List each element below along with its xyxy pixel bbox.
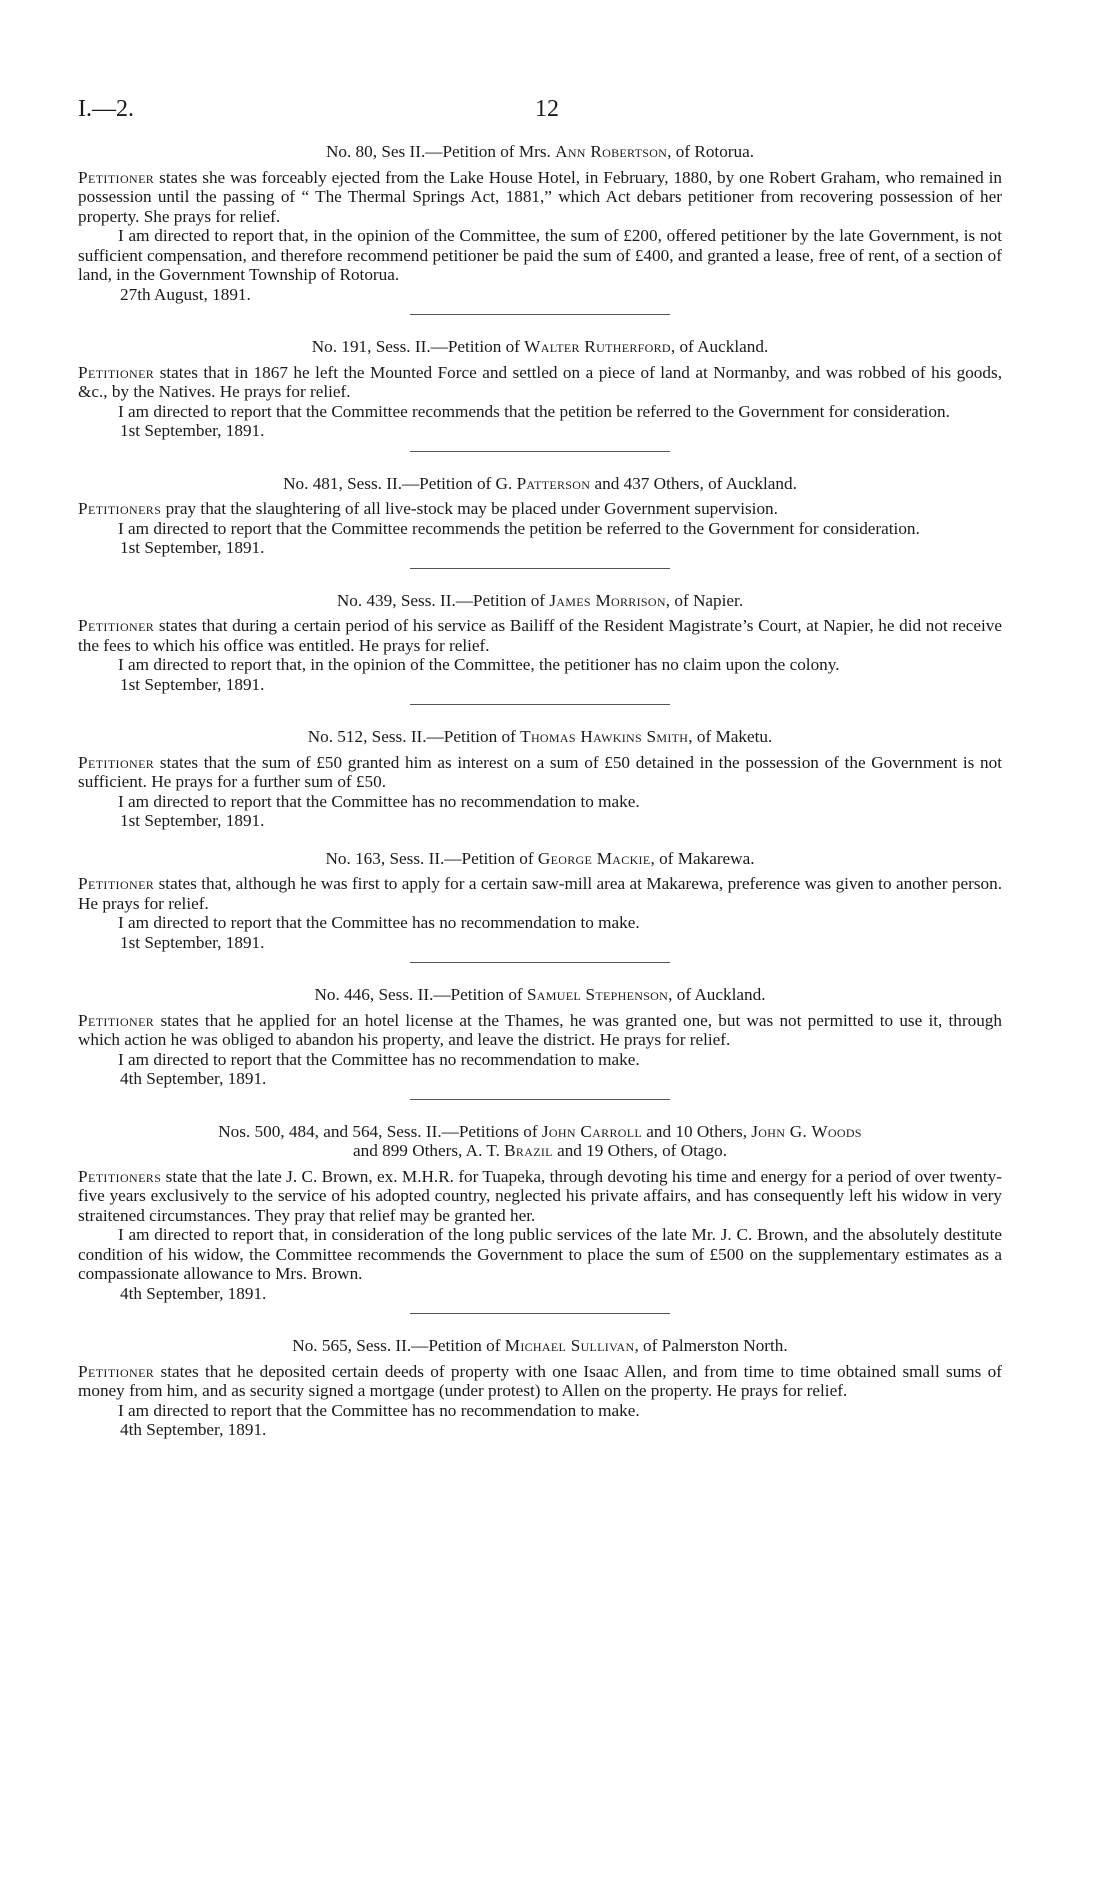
committee-report: I am directed to report that, in the opinion of the Committee, the sum of £200, offered petitioner by the late Government, is not sufficient compensation, and therefore recommend petitioner be paid the sum of £400, and granted a lease, free of rent, of a section of land, in the Government Township of Rotorua.: [78, 226, 1002, 284]
committee-report: I am directed to report that the Committee has no recommendation to make.: [118, 913, 640, 932]
section-divider: [410, 962, 670, 963]
petition-statement: Petitioners state that the late J. C. Brown, ex. M.H.R. for Tuapeka, through devoting his time and energy for a period of over twenty-five years exclusively to the service of his adopted country, neglected his private affairs, and has consequently left his widow in very straitened circumstances. They pray that relief may be granted her.: [78, 1166, 1002, 1225]
committee-report: I am directed to report that, in the opinion of the Committee, the petitioner has no claim upon the colony.: [118, 655, 840, 674]
section-divider: [410, 704, 670, 705]
petition-heading: No. 191, Sess. II.—Petition of Walter Rutherford, of Auckland.: [311, 337, 769, 356]
petitioner-name: Walter Rutherford: [524, 337, 671, 356]
petition-statement: Petitioner states that the sum of £50 granted him as interest on a sum of £50 detained in the possession of the Government is not sufficient. He prays for a further sum of £50.: [78, 752, 1002, 791]
petition-statement: Petitioner states that he applied for an hotel license at the Thames, he was granted one, but was not permitted to use it, through which action he was obliged to abandon his property, and leave the district. He prays for relief.: [78, 1010, 1002, 1049]
petition-heading: No. 439, Sess. II.—Petition of James Morrison, of Napier.: [336, 590, 744, 610]
petition-statement: Petitioner states that during a certain period of his service as Bailiff of the Resident Magistrate’s Court, at Napier, he did not receive the fees to which his office was entitled. He prays for relief.: [78, 616, 1002, 655]
petition-statement: Petitioner states that, although he was first to apply for a certain saw-mill area at Makarewa, preference was given to another person. He prays for relief.: [78, 874, 1002, 913]
report-date: 1st September, 1891.: [120, 674, 265, 694]
committee-report: I am directed to report that the Committee has no recommendation to make.: [118, 791, 640, 811]
petitioner-name: James Morrison: [549, 590, 666, 610]
petition-heading: No. 512, Sess. II.—Petition of Thomas Hawkins Smith, of Maketu.: [307, 727, 773, 746]
page-number: 12: [535, 96, 559, 122]
petition-heading: No. 80, Ses II.—Petition of Mrs. Ann Robertson, of Rotorua.: [325, 142, 755, 161]
report-date: 4th September, 1891.: [120, 1069, 267, 1088]
committee-report: I am directed to report that the Committee has no recommendation to make.: [118, 1049, 640, 1069]
report-date: 1st September, 1891.: [120, 932, 265, 952]
section-spacer: [78, 831, 1002, 849]
petition-heading: No. 446, Sess. II.—Petition of Samuel Stephenson, of Auckland.: [314, 985, 766, 1004]
petition-entry: [78, 142, 1002, 304]
section-divider: [410, 1313, 670, 1314]
petition-entry: [78, 727, 1002, 831]
petition-heading: No. 565, Sess. II.—Petition of Michael Sullivan, of Palmerston North.: [292, 1336, 788, 1355]
petition-heading: Nos. 500, 484, and 564, Sess. II.—Petitions of John Carroll and 10 Others, John G. Woods and 899 Others, A. T. Brazil and 19 Others, of Otago.: [218, 1121, 862, 1160]
petitioner-name: Patterson: [516, 473, 591, 493]
petition-entry: [78, 849, 1002, 953]
petitioner-name: Ann Robertson: [555, 142, 668, 161]
committee-report: I am directed to report that, in consideration of the long public services of the late Mr. J. C. Brown, and the absolutely destitute condition of his widow, the Committee recommends the Government to place the sum of £500 on the supplementary estimates as a compassionate allowance to Mrs. Brown.: [78, 1225, 1002, 1283]
petitioner-name: Thomas Hawkins Smith: [520, 727, 689, 746]
petitioner-name: John Carroll: [541, 1121, 642, 1141]
report-date: 27th August, 1891.: [120, 284, 251, 304]
petition-statement: Petitioners pray that the slaughtering of all live-stock may be placed under Government supervision.: [78, 499, 778, 518]
petition-entry: [78, 591, 1002, 695]
petition-statement: Petitioner states that he deposited certain deeds of property with one Isaac Allen, and from time to time obtained small sums of money from him, and as security signed a mortgage (under protest) to Allen on the property. He prays for relief.: [78, 1361, 1002, 1400]
section-divider: [410, 568, 670, 569]
petitioner-name: Brazil: [504, 1141, 553, 1160]
petition-entry: [78, 985, 1002, 1089]
report-date: 4th September, 1891.: [120, 1420, 267, 1439]
petition-statement: Petitioner states she was forceably ejected from the Lake House Hotel, in February, 1880, by one Robert Graham, who remained in possession until the passing of “ The Thermal Springs Act, 1881,” which Act debars petitioner from recovering possession of her property. She prays for relief.: [78, 167, 1002, 226]
petition-entry: [78, 1336, 1002, 1440]
petition-entry: [78, 1122, 1002, 1304]
report-date: 4th September, 1891.: [120, 1283, 267, 1303]
petition-entry: [78, 474, 1002, 558]
report-date: 1st September, 1891.: [120, 421, 265, 440]
document-body: [78, 142, 1002, 1440]
petition-heading: No. 163, Sess. II.—Petition of George Mackie, of Makarewa.: [325, 848, 755, 868]
petition-entry: [78, 337, 1002, 441]
petitioner-name: Michael Sullivan: [504, 1336, 635, 1355]
section-divider: [410, 451, 670, 452]
section-divider: [410, 314, 670, 315]
document-series: I.—2.: [78, 96, 134, 122]
section-divider: [410, 1099, 670, 1100]
petitioner-name: Samuel Stephenson: [526, 985, 669, 1004]
committee-report: I am directed to report that the Committee recommends the petition be referred to the Government for consideration.: [118, 518, 920, 538]
petitioner-name: George Mackie: [537, 848, 651, 868]
petition-heading: No. 481, Sess. II.—Petition of G. Patterson and 437 Others, of Auckland.: [283, 473, 797, 493]
petitioner-name: John G. Woods: [751, 1121, 862, 1141]
report-date: 1st September, 1891.: [120, 538, 265, 557]
committee-report: I am directed to report that the Committee has no recommendation to make.: [118, 1400, 640, 1420]
page-header: [0, 96, 1114, 126]
report-date: 1st September, 1891.: [120, 811, 265, 830]
committee-report: I am directed to report that the Committee recommends that the petition be referred to the Government for consideration.: [118, 401, 950, 421]
petition-statement: Petitioner states that in 1867 he left the Mounted Force and settled on a piece of land at Normanby, and was robbed of his goods, &c., by the Natives. He prays for relief.: [78, 362, 1002, 401]
